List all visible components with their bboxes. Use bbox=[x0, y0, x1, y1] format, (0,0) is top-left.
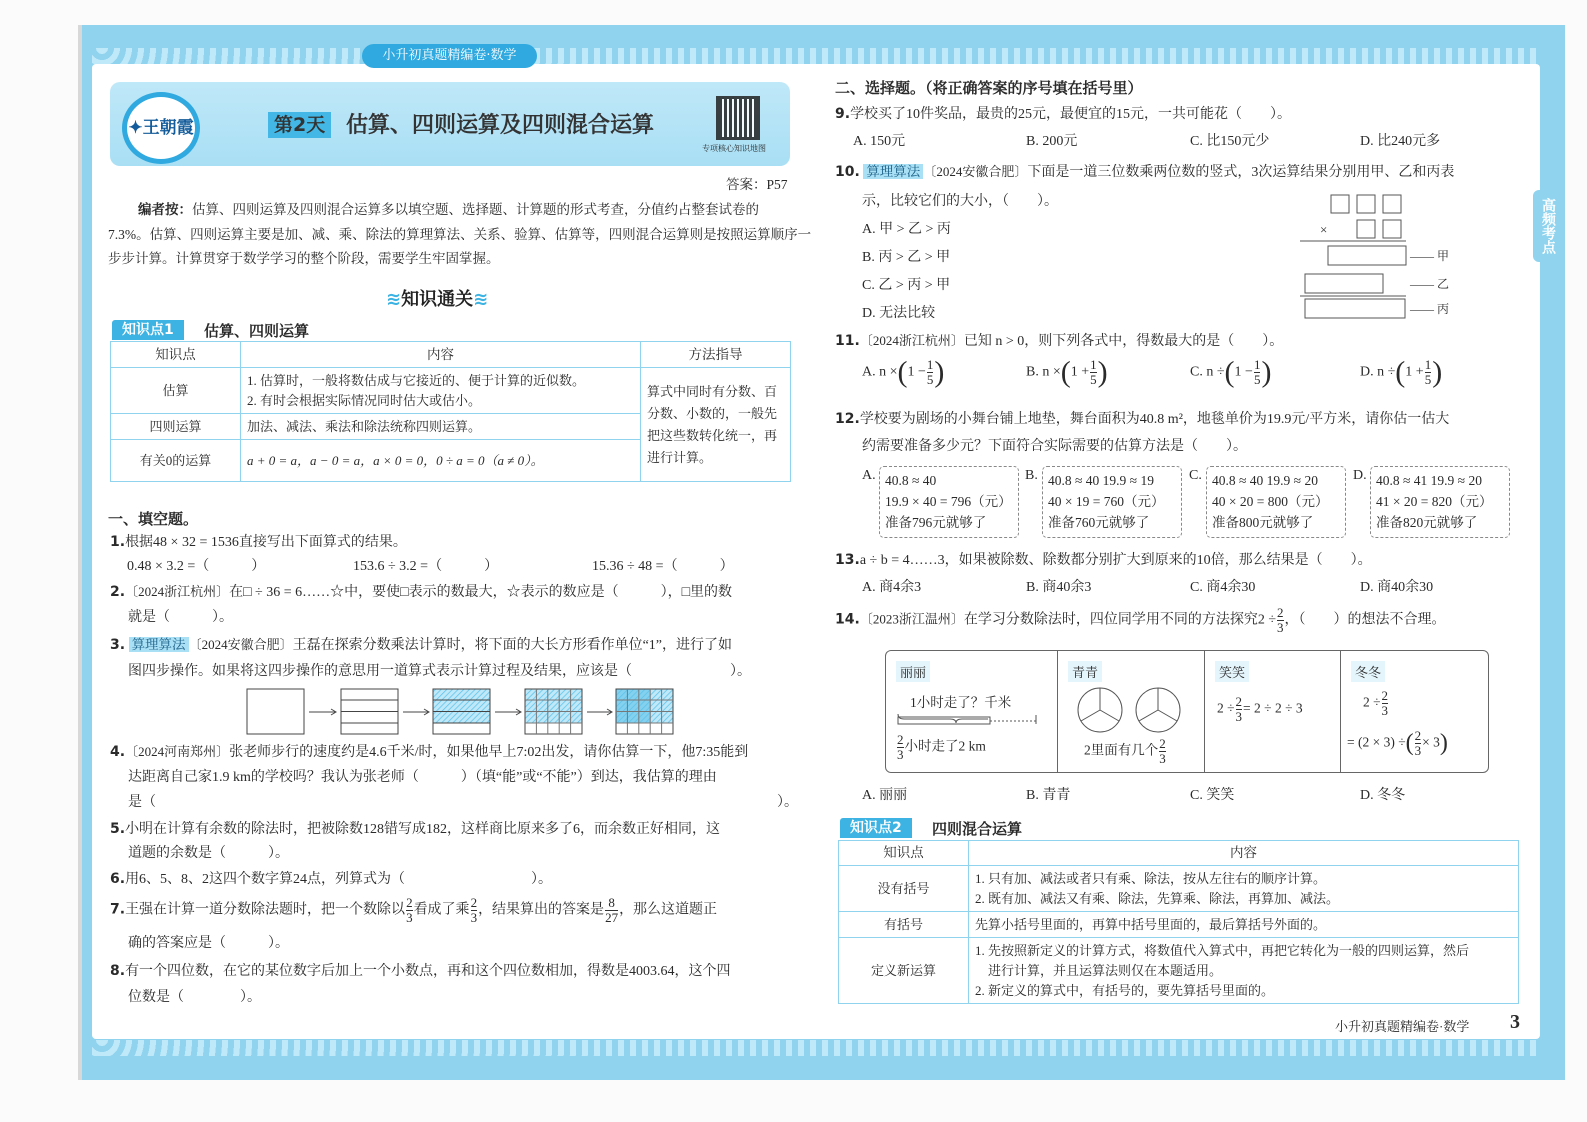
qr-caption: 专项核心知识地图 bbox=[702, 144, 766, 153]
q-text: 看成了乘 bbox=[413, 902, 470, 918]
step-2-rect bbox=[341, 689, 398, 734]
numerator: 1 bbox=[1090, 357, 1097, 372]
numerator: 2 bbox=[406, 895, 413, 910]
cell-content: a + 0 = a，a − 0 = a，a × 0 = 0，0 ÷ a = 0（a ≠ 0）。 bbox=[241, 440, 641, 482]
numerator: 1 bbox=[1253, 357, 1261, 372]
panel-text: 1小时走了？千米 bbox=[910, 695, 1012, 710]
q-text: 学校要为剧场的小舞台铺上地垫，舞台面积为40.8 m²，地毯单价为19.9元/平方米，请你估一估大 bbox=[859, 412, 1450, 427]
question-7 bbox=[110, 896, 717, 925]
bottom-wave-band bbox=[92, 1040, 1540, 1056]
q-num: 11. bbox=[835, 333, 860, 349]
arrow-icon bbox=[403, 709, 429, 715]
student-name: 丽丽 bbox=[896, 661, 930, 682]
numerator: 2 bbox=[470, 895, 478, 910]
opt-label[interactable]: A. bbox=[862, 468, 876, 483]
kp1-title: 估算、四则运算 bbox=[204, 322, 310, 340]
line: 2. 新定义的算式中，有括号的，要先算括号里面的。 bbox=[975, 982, 1275, 998]
q-source: 〔2024浙江杭州〕 bbox=[859, 333, 964, 348]
line: 2. 有时会根据实际情况同时估大或估小。 bbox=[247, 392, 482, 408]
question-8 bbox=[110, 961, 731, 982]
question-4 bbox=[110, 742, 748, 763]
opt-text: B. n × bbox=[1026, 364, 1061, 380]
series-ribbon: 小升初真题精编卷·数学 bbox=[362, 44, 537, 68]
fraction bbox=[1159, 737, 1166, 766]
panel-xiaoxiao bbox=[1205, 651, 1341, 773]
fill-heading: 一、填空题。 bbox=[108, 510, 199, 528]
fraction bbox=[1254, 358, 1261, 387]
line: 准备800元就够了 bbox=[1212, 515, 1314, 530]
denominator: 5 bbox=[926, 372, 934, 387]
arrow-icon bbox=[309, 709, 336, 715]
opt-text: D. n ÷ bbox=[1360, 364, 1396, 380]
option[interactable]: C. 笑笑 bbox=[1190, 788, 1235, 803]
cell-content bbox=[969, 938, 1519, 1004]
option[interactable]: B. 青青 bbox=[1026, 788, 1071, 803]
line: 40.8 ≈ 41 19.9 ≈ 20 bbox=[1376, 473, 1482, 488]
q-num: 6. bbox=[110, 871, 126, 887]
option[interactable]: B. 200元 bbox=[1026, 134, 1078, 149]
q-num: 3. bbox=[110, 637, 126, 653]
cell-topic: 估算 bbox=[111, 368, 241, 414]
q-text: 在□ ÷ 36 = 6……☆中，要使□表示的数最大，☆表示的数应是（ ），□里的数 bbox=[229, 585, 733, 600]
option-box[interactable] bbox=[1042, 466, 1182, 538]
q-text: 王磊在探索分数乘法计算时，将下面的大长方形看作单位“1”，进行了如 bbox=[292, 638, 733, 653]
question-5 bbox=[110, 819, 720, 840]
kp2-title: 四则混合运算 bbox=[932, 820, 1023, 838]
q-source: 〔2024浙江杭州〕 bbox=[125, 584, 230, 599]
numerator: 1 bbox=[1424, 357, 1432, 372]
text: 2里面有几个 bbox=[1084, 742, 1159, 758]
q-num: 8. bbox=[110, 963, 126, 979]
q-num: 2. bbox=[110, 584, 126, 600]
line: 1. 估算时，一般将数估成与它接近的、便于计算的近似数。 bbox=[247, 372, 586, 388]
q-num: 7. bbox=[110, 901, 126, 918]
question-12 bbox=[835, 409, 1449, 430]
line: 把这些数转化统一，再 bbox=[647, 427, 778, 443]
numerator: 2 bbox=[1381, 688, 1389, 703]
numerator: 1 bbox=[926, 357, 934, 372]
line: 准备760元就够了 bbox=[1048, 515, 1150, 530]
page-title: 估算、四则运算及四则混合运算 bbox=[346, 113, 655, 138]
q10-line-2: 示，比较它们的大小，（ ）。 bbox=[862, 194, 1058, 209]
option[interactable]: B. n ×(1 + $\frac{1}{5}$ ) bbox=[1026, 355, 1108, 389]
numerator: 2 bbox=[1235, 694, 1243, 709]
question-6 bbox=[110, 869, 552, 890]
q-text: 用6、5、8、2这四个数字算24点，列算式为（ ）。 bbox=[125, 872, 553, 887]
line: 40.8 ≈ 40 19.9 ≈ 19 bbox=[1048, 473, 1154, 488]
cell-topic: 有关0的运算 bbox=[111, 440, 241, 482]
vertical-multiplication-figure bbox=[1298, 192, 1468, 322]
q-num: 12. bbox=[835, 411, 860, 427]
choice-heading: 二、选择题。（将正确答案的序号填在括号里） bbox=[835, 79, 1143, 97]
q-text: 根据48 × 32 = 1536直接写出下面算式的结果。 bbox=[125, 535, 407, 550]
panel-qingqing bbox=[1058, 651, 1205, 773]
denominator: 3 bbox=[1277, 620, 1284, 635]
q-num: 9. bbox=[835, 106, 851, 122]
option[interactable]: A. 甲 > 乙 > 丙 bbox=[862, 222, 951, 237]
question-13 bbox=[835, 550, 1372, 571]
fraction bbox=[605, 896, 618, 925]
option[interactable]: A. 商4余3 bbox=[862, 580, 922, 595]
label: 乙 bbox=[1437, 277, 1450, 291]
th: 内容 bbox=[969, 841, 1519, 866]
wave-icon: ≋ bbox=[473, 289, 489, 310]
q7-line-2: 确的答案应是（ ）。 bbox=[128, 936, 289, 951]
denominator: 5 bbox=[1424, 372, 1432, 387]
q-text: 小明在计算有余数的除法时，把被除数128错写成182，这样商比原来多了6，而余数正好相同，这 bbox=[125, 822, 721, 837]
intro-label: 编者按： bbox=[138, 202, 192, 217]
line: 19.9 × 40 = 796（元） bbox=[885, 494, 1012, 509]
panel-lili bbox=[886, 651, 1058, 773]
q-text: 学校买了10件奖品，最贵的25元，最便宜的15元，一共可能花（ ）。 bbox=[850, 107, 1292, 122]
cell-content: 加法、减法、乘法和除法统称四则运算。 bbox=[241, 414, 641, 440]
cell-topic: 没有括号 bbox=[839, 866, 969, 912]
opt-label[interactable]: B. bbox=[1025, 468, 1038, 483]
denominator: 3 bbox=[1235, 709, 1243, 724]
q-text: 王强在计算一道分数除法题时，把一个数除以 bbox=[125, 902, 406, 918]
line: 准备820元就够了 bbox=[1376, 515, 1478, 530]
fraction bbox=[1425, 358, 1432, 387]
line: 进行计算，并且运算法则仅在本题适用。 bbox=[975, 962, 1223, 978]
denominator: 27 bbox=[605, 910, 619, 925]
q-text: 有一个四位数，在它的某位数字后加上一个小数点，再和这个四位数相加，得数是4003.64，这个四 bbox=[125, 964, 731, 979]
question-9 bbox=[835, 104, 1291, 125]
arrow-icon bbox=[495, 709, 521, 715]
q-source: 〔2024安徽合肥〕 bbox=[188, 637, 293, 652]
denominator: 3 bbox=[1381, 703, 1389, 718]
section-title-text: 知识通关 bbox=[401, 289, 474, 310]
q-num: 10. bbox=[835, 164, 860, 180]
option[interactable]: A. n ×(1 − $\frac{1}{5}$ ) bbox=[862, 355, 945, 389]
denominator: 3 bbox=[897, 747, 904, 762]
opt-text: C. n ÷ bbox=[1190, 364, 1225, 380]
fraction bbox=[927, 358, 934, 387]
option-box[interactable] bbox=[879, 466, 1019, 538]
line: 40 × 20 = 800（元） bbox=[1212, 494, 1329, 509]
option[interactable]: D. 冬冬 bbox=[1360, 788, 1406, 803]
cell-topic: 定义新运算 bbox=[839, 938, 969, 1004]
q1-item[interactable]: 0.48 × 3.2 =（ ） bbox=[127, 559, 266, 574]
q1-item[interactable]: 153.6 ÷ 3.2 =（ ） bbox=[353, 559, 499, 574]
label-bing: —— 丙 bbox=[1410, 302, 1450, 316]
panel-text bbox=[1084, 737, 1167, 766]
line: 1. 先按照新定义的计算方式，将数值代入算式中，再把它转化为一般的四则运算，然后 bbox=[975, 942, 1470, 958]
denominator: 3 bbox=[406, 910, 413, 925]
q4-line-3: 是（ bbox=[128, 795, 156, 810]
fraction bbox=[1382, 689, 1389, 718]
option[interactable]: A. 丽丽 bbox=[862, 788, 908, 803]
step-3-rect bbox=[433, 689, 490, 734]
answer-page-ref: 答案：P57 bbox=[726, 177, 788, 192]
fraction bbox=[1236, 695, 1243, 724]
question-1 bbox=[110, 532, 407, 553]
kp2-table bbox=[838, 840, 1519, 1004]
option[interactable]: D. n ÷(1 + $\frac{1}{5}$ ) bbox=[1360, 355, 1443, 389]
digit-boxes bbox=[1298, 192, 1408, 322]
q-text: a ÷ b = 4……3，如果被除数、除数都分别扩大到原来的10倍，那么结果是（ ）。 bbox=[859, 553, 1372, 568]
opt-label[interactable]: D. bbox=[1353, 468, 1367, 483]
side-tab-high-frequency[interactable]: 高频考点 bbox=[1533, 190, 1563, 262]
option[interactable]: B. 商40余3 bbox=[1026, 580, 1092, 595]
label-yi: —— 乙 bbox=[1410, 277, 1450, 291]
option-box[interactable] bbox=[1206, 466, 1346, 538]
wave-icon: ≋ bbox=[386, 289, 402, 310]
qr-code-icon[interactable] bbox=[716, 96, 760, 140]
q3-rectangle-steps bbox=[245, 687, 675, 737]
q2-line-2: 就是（ ）。 bbox=[128, 610, 233, 625]
text: 2 ÷ bbox=[1217, 700, 1235, 716]
text: 小时走了2 km bbox=[904, 738, 986, 754]
label: 甲 bbox=[1437, 249, 1450, 263]
panel-text bbox=[896, 733, 986, 762]
q14-methods-box bbox=[885, 650, 1489, 773]
q-num: 4. bbox=[110, 744, 126, 760]
opt-text: 1 + bbox=[1405, 364, 1424, 380]
fraction bbox=[1415, 729, 1422, 758]
intro-line-1 bbox=[138, 197, 759, 223]
option-box[interactable] bbox=[1370, 466, 1510, 538]
text: = 2 ÷ 2 ÷ 3 bbox=[1243, 700, 1303, 716]
line: 40.8 ≈ 40 19.9 ≈ 20 bbox=[1212, 473, 1318, 488]
line: 40 × 19 = 760（元） bbox=[1048, 494, 1165, 509]
th: 知识点 bbox=[839, 841, 969, 866]
opt-label[interactable]: C. bbox=[1189, 468, 1202, 483]
opt-text: 1 + bbox=[1070, 364, 1090, 380]
cell-topic: 有括号 bbox=[839, 912, 969, 938]
q-text: 下面是一道三位数乘两位数的竖式，3次运算结果分别用甲、乙和丙表 bbox=[1027, 165, 1455, 180]
step-1-rect bbox=[247, 689, 304, 734]
question-3 bbox=[110, 635, 732, 656]
panel-text bbox=[1217, 695, 1303, 724]
q8-line-2: 位数是（ ）。 bbox=[128, 990, 261, 1005]
kp1-table bbox=[110, 341, 791, 482]
th: 内容 bbox=[241, 342, 641, 368]
cell-topic: 四则运算 bbox=[111, 414, 241, 440]
denominator: 3 bbox=[1159, 751, 1166, 766]
panel-text: = (2 × 3) ÷( $\frac{2}{3}$ × 3) bbox=[1347, 728, 1448, 758]
numerator: 2 bbox=[897, 732, 904, 747]
day-label: 第2天 bbox=[268, 112, 331, 138]
intro-line-3: 步步计算。计算贯穿于数学学习的整个阶段，需要学生牢固掌握。 bbox=[108, 251, 500, 266]
line: 进行计算。 bbox=[647, 449, 713, 465]
times-sign: × bbox=[1320, 222, 1328, 237]
denominator: 3 bbox=[1414, 743, 1422, 758]
step-5-rect bbox=[616, 689, 673, 734]
student-name: 冬冬 bbox=[1351, 661, 1385, 682]
opt-text: 1 − bbox=[907, 364, 926, 380]
q-text: 张老师步行的速度约是4.6千米/时，如果他早上7:02出发，请你估算一下，他7:35能到 bbox=[229, 745, 749, 760]
cell-content bbox=[969, 866, 1519, 912]
q-text: ，结果算出的答案是 bbox=[478, 902, 605, 918]
opt-text: 1 − bbox=[1234, 364, 1253, 380]
denominator: 5 bbox=[1253, 372, 1261, 387]
q-num: 1. bbox=[110, 534, 126, 550]
numerator: 2 bbox=[1159, 736, 1166, 751]
question-14 bbox=[835, 606, 1446, 635]
line-segment-diagram bbox=[896, 711, 1041, 727]
option[interactable]: D. 商40余30 bbox=[1360, 580, 1434, 595]
panel-dongdong bbox=[1341, 651, 1490, 773]
publisher-logo: ✦王朝霞 bbox=[122, 92, 200, 164]
q-source: 〔2024安徽合肥〕 bbox=[923, 164, 1028, 179]
th: 方法指导 bbox=[641, 342, 791, 368]
line: 2. 既有加、减法又有乘、除法，先算乘、除法，再算加、减法。 bbox=[975, 890, 1340, 906]
footer-series: 小升初真题精编卷·数学 bbox=[1335, 1019, 1470, 1034]
q-source: 〔2023浙江温州〕 bbox=[859, 611, 964, 627]
th: 知识点 bbox=[111, 342, 241, 368]
q4-line-2: 达距离自己家1.9 km的学校吗？我认为张老师（ ）（填“能”或“不能”）到达，我估算的理由 bbox=[128, 770, 717, 785]
section-heading bbox=[386, 285, 488, 311]
numerator: 2 bbox=[1414, 728, 1422, 743]
student-name: 青青 bbox=[1068, 661, 1102, 682]
line: 准备796元就够了 bbox=[885, 515, 987, 530]
fraction bbox=[406, 896, 413, 925]
question-2 bbox=[110, 582, 732, 603]
q-text: ，那么这道题正 bbox=[619, 902, 718, 918]
numerator: 8 bbox=[605, 896, 618, 911]
option[interactable]: B. 丙 > 乙 > 甲 bbox=[862, 250, 951, 265]
q5-line-2: 道题的余数是（ ）。 bbox=[128, 846, 289, 861]
cell-method bbox=[641, 368, 791, 482]
q-tag: 算理算法 bbox=[129, 637, 189, 652]
option[interactable]: C. 乙 > 丙 > 甲 bbox=[862, 278, 951, 293]
numerator: 2 bbox=[1277, 605, 1284, 620]
fraction bbox=[1277, 606, 1284, 635]
question-10 bbox=[835, 162, 1454, 183]
q-source: 〔2024河南郑州〕 bbox=[125, 744, 230, 759]
denominator: 3 bbox=[470, 910, 478, 925]
line: 分数、小数的，一般先 bbox=[647, 405, 778, 421]
line: 算式中同时有分数、百 bbox=[647, 383, 778, 399]
option[interactable]: C. 商4余30 bbox=[1190, 580, 1256, 595]
q-num: 13. bbox=[835, 552, 860, 568]
text: 2 ÷ bbox=[1363, 694, 1381, 710]
cell-content: 先算小括号里面的，再算中括号里面的，最后算括号外面的。 bbox=[969, 912, 1519, 938]
line: 41 × 20 = 820（元） bbox=[1376, 494, 1493, 509]
opt-text: A. n × bbox=[862, 364, 898, 380]
option[interactable]: C. 比150元少 bbox=[1190, 134, 1270, 149]
q12-line-2: 约需要准备多少元？下面符合实际需要的估算方法是（ ）。 bbox=[862, 439, 1247, 454]
q1-item[interactable]: 15.36 ÷ 48 =（ ） bbox=[592, 559, 734, 574]
line: 40.8 ≈ 40 bbox=[885, 473, 937, 488]
circles-in-thirds-icon bbox=[1076, 687, 1188, 733]
text: × 3 bbox=[1422, 734, 1440, 750]
fraction bbox=[1090, 358, 1097, 387]
line: 1. 只有加、减法或者只有乘、除法，按从左往右的顺序计算。 bbox=[975, 870, 1327, 886]
step-4-rect bbox=[525, 689, 582, 734]
option[interactable]: A. 150元 bbox=[853, 134, 906, 149]
q-text: 在学习分数除法时，四位同学用不同的方法探究2 ÷ bbox=[963, 612, 1277, 628]
q-num: 14. bbox=[835, 611, 860, 628]
text: = (2 × 3) ÷ bbox=[1347, 734, 1406, 750]
label: 丙 bbox=[1437, 302, 1450, 316]
fraction bbox=[471, 896, 478, 925]
question-11 bbox=[835, 331, 1283, 352]
option[interactable]: C. n ÷(1 − $\frac{1}{5}$ ) bbox=[1190, 355, 1272, 389]
top-wave-band bbox=[92, 48, 1540, 64]
student-name: 笑笑 bbox=[1215, 661, 1249, 682]
kp1-tag: 知识点1 bbox=[112, 320, 184, 340]
q-text: 已知 n > 0，则下列各式中，得数最大的是（ ）。 bbox=[963, 334, 1284, 349]
page-number: 3 bbox=[1510, 1011, 1520, 1033]
q-tag: 算理算法 bbox=[863, 164, 923, 179]
cell-content bbox=[241, 368, 641, 414]
q-text: ，（ ）的想法不合理。 bbox=[1284, 612, 1446, 628]
intro-line-2: 7.3%。估算、四则运算主要是加、减、乘、除法的算理算法、关系、验算、估算等，四则混合运算则是按照运算顺序一 bbox=[108, 227, 812, 242]
arrow-icon bbox=[587, 709, 612, 715]
panel-text bbox=[1363, 689, 1389, 718]
q-num: 5. bbox=[110, 821, 126, 837]
intro-text: 估算、四则运算及四则混合运算多以填空题、选择题、计算题的形式考查，分值约占整套试卷的 bbox=[192, 202, 759, 217]
option[interactable]: D. 比240元多 bbox=[1360, 134, 1441, 149]
q3-line-2: 图四步操作。如果将这四步操作的意思用一道算式表示计算过程及结果，应该是（ ）。 bbox=[128, 664, 751, 679]
option[interactable]: D. 无法比较 bbox=[862, 306, 936, 321]
fraction bbox=[897, 733, 904, 762]
denominator: 5 bbox=[1090, 372, 1097, 387]
q4-line-3-end: ）。 bbox=[777, 795, 798, 810]
kp2-tag: 知识点2 bbox=[840, 818, 912, 838]
label-jia: —— 甲 bbox=[1410, 249, 1450, 263]
